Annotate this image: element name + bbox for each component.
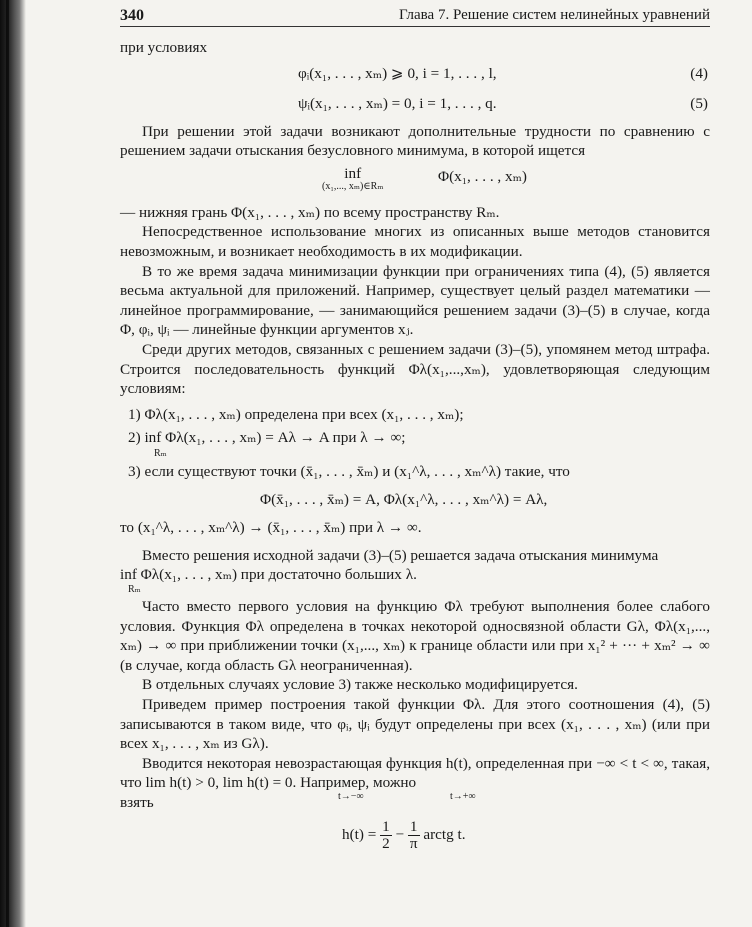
limit-subscript-right: t→+∞ (450, 791, 476, 803)
h-formula-minus: − (395, 826, 405, 844)
inf-body: Φ(x₁, . . . , xₘ) (438, 167, 527, 185)
inf-operator (322, 164, 384, 192)
equation-4-number: (4) (690, 64, 708, 82)
text-body (120, 38, 710, 853)
page-number: 340 (120, 7, 144, 24)
condition-2-text: 2) inf Φλ(x₁, . . . , xₘ) = Aλ → A при λ → ∞; (128, 429, 406, 447)
h-formula-lhs: h(t) = (342, 826, 377, 844)
book-page (120, 0, 710, 927)
paragraph-11-end (120, 793, 710, 813)
equation-points-expr: Φ(x̄₁, . . . , x̄ₘ) = A, Φλ(x₁^λ, . . . , xₘ^λ) = Aλ, (260, 490, 548, 508)
condition-2-subscript: Rₘ (154, 448, 167, 460)
running-header (120, 6, 710, 27)
paragraph-2: — нижняя грань Φ(x₁, . . . , xₘ) по всему пространству Rₘ. (120, 203, 500, 221)
condition-2 (120, 428, 710, 460)
condition-1: 1) Φλ(x₁, . . . , xₘ) определена при всех (x₁, . . . , xₘ); (128, 405, 464, 423)
paragraph-7-subscript: Rₘ (128, 584, 141, 596)
fraction-one-half (380, 819, 392, 852)
fraction-one-over-pi (408, 819, 420, 852)
paragraph-1: При решении этой задачи возникают дополнительные трудности по сравнению с решением задачи отыскания безусловного минимума, в которой ищется (120, 122, 710, 160)
condition-3: 3) если существуют точки (x̄₁, . . . , x̄ₘ) и (x₁^λ, . . . , xₘ^λ) такие, что (128, 463, 570, 481)
intro-line: при условиях (120, 39, 208, 56)
paragraph-7b (120, 565, 710, 596)
fraction-2-denominator: π (409, 835, 418, 853)
equation-5 (120, 88, 710, 122)
paragraph-10: Приведем пример построения такой функции Φλ. Для этого соотношения (4), (5) записываются в таком виде, что φᵢ, ψᵢ будут определены при всех (x₁, . . . , xₘ) (или при всех x₁, . . . , xₘ из Gλ). (120, 696, 710, 753)
h-formula-rhs: arctg t. (423, 826, 466, 844)
paragraph-11: Вводится некоторая невозрастающая функция h(t), определенная при −∞ < t < ∞, такая, что lim h(t) > 0, lim h(t) = 0. Например, можно (120, 754, 710, 792)
h-formula (120, 813, 710, 853)
paragraph-4: В то же время задача минимизации функции при ограничениях типа (4), (5) является весьма актуальной для приложений. Например, существует целый раздел математики — линейное программирование, — занимающийся решением задачи (3)–(5) в случае, когда Φ, φᵢ, ψᵢ — линейные функции аргументов xⱼ. (120, 262, 710, 339)
paragraph-3: Непосредственное использование многих из описанных выше методов становится невозможным, и возникает необходимость в их модификации. (120, 223, 710, 260)
inf-word: inf (344, 164, 362, 182)
equation-5-number: (5) (690, 94, 708, 112)
chapter-title: Глава 7. Решение систем нелинейных уравнений (398, 7, 710, 23)
inf-formula (120, 161, 710, 203)
fraction-2-numerator: 1 (408, 819, 420, 836)
fraction-1-denominator: 2 (382, 835, 390, 853)
paragraph-7b-text: inf Φλ(x₁, . . . , xₘ) при достаточно больших λ. (120, 566, 417, 584)
paragraph-8: Часто вместо первого условия на функцию Φλ требуют выполнения более слабого условия. Функция Φλ определена в точках некоторой односвязной области Gλ, Φλ(x₁,..., xₘ) → ∞ при приближении точки (x₁,..., xₘ) к границе области или при x₁² + ··· + xₘ² → ∞ (в случае, когда область Gλ неограниченная). (120, 598, 710, 674)
book-binding-shadow (0, 0, 26, 927)
paragraph-11-last-word: взять (120, 794, 154, 812)
equation-4 (120, 58, 710, 88)
equation-4-expr: φᵢ(x₁, . . . , xₘ) ⩾ 0, i = 1, . . . , l, (298, 64, 497, 82)
paragraph-7a: Вместо решения исходной задачи (3)–(5) решается задача отыскания минимума (142, 546, 659, 564)
equation-5-expr: ψᵢ(x₁, . . . , xₘ) = 0, i = 1, . . . , q. (298, 94, 497, 112)
inf-subscript: (x₁,..., xₘ)∈Rₘ (322, 180, 384, 192)
paragraph-6: то (x₁^λ, . . . , xₘ^λ) → (x̄₁, . . . , x̄ₘ) при λ → ∞. (120, 518, 422, 536)
binding-streak (6, 0, 9, 927)
h-formula-expr (342, 819, 466, 852)
equation-points (120, 482, 710, 518)
paragraph-5: Среди других методов, связанных с решением задачи (3)–(5), упомянем метод штрафа. Строится последовательность функций Φλ(x₁,...,xₘ), удовлетворяющая следующим условиям: (120, 340, 710, 398)
paragraph-9: В отдельных случаях условие 3) также несколько модифицируется. (142, 676, 578, 694)
limit-subscript-left: t→−∞ (338, 791, 364, 803)
fraction-1-numerator: 1 (382, 818, 390, 836)
